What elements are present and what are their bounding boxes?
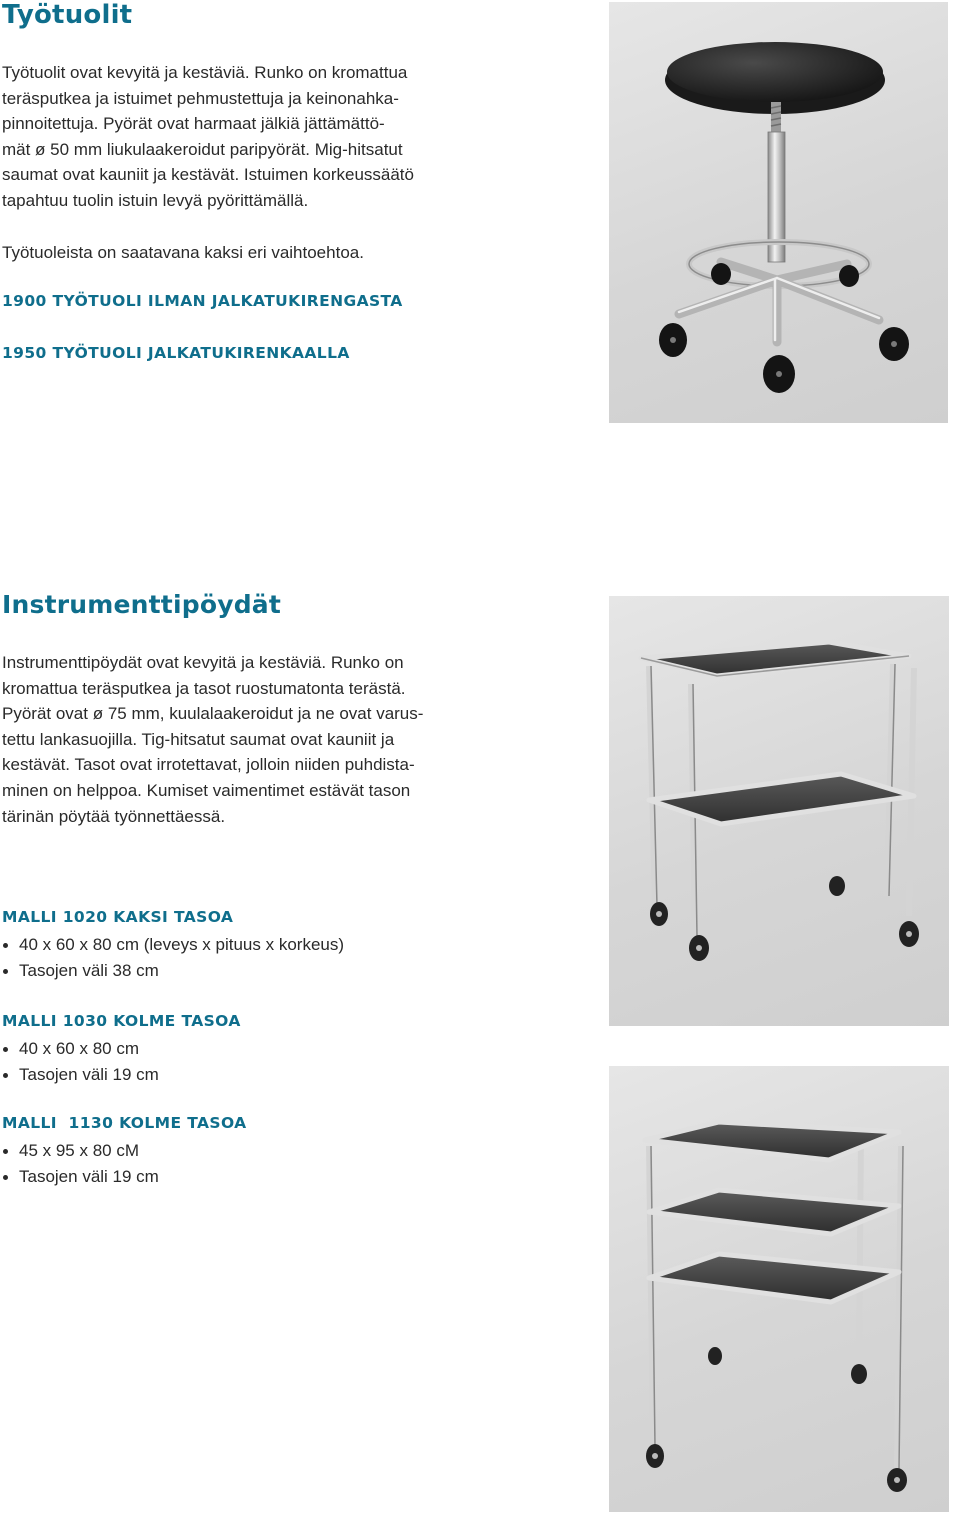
spec-item: 40 x 60 x 80 cm (leveys x pituus x korkeus) bbox=[2, 932, 344, 958]
tables-description-line: tettu lankasuojilla. Tig-hitsatut saumat ovat kauniit ja bbox=[2, 729, 395, 749]
model-1020-heading: MALLI 1020 KAKSI TASOA bbox=[2, 908, 234, 926]
stool-photo bbox=[609, 2, 948, 423]
stools-description bbox=[2, 60, 502, 214]
model-1900-heading: 1900 TYÖTUOLI ILMAN JALKATUKIRENGASTA bbox=[2, 292, 403, 310]
two-shelf-table-photo bbox=[609, 596, 949, 1026]
stools-description-line: pinnoitettuja. Pyörät ovat harmaat jälkiä jättämättö- bbox=[2, 114, 385, 134]
stools-description-line: mät ø 50 mm liukulaakeroidut paripyörät. Mig-hitsatut bbox=[2, 139, 403, 159]
tables-title: Instrumenttipöydät bbox=[2, 590, 282, 619]
stools-description-line: Työtuolit ovat kevyitä ja kestäviä. Runko on kromattua bbox=[2, 63, 408, 82]
stools-description-line: saumat ovat kauniit ja kestävät. Istuimen korkeussäätö bbox=[2, 165, 414, 185]
spec-item: 40 x 60 x 80 cm bbox=[2, 1036, 159, 1062]
tables-description bbox=[2, 650, 522, 829]
stools-title: Työtuolit bbox=[2, 0, 133, 30]
spec-item: Tasojen väli 38 cm bbox=[2, 958, 344, 984]
model-1030-heading: MALLI 1030 KOLME TASOA bbox=[2, 1012, 241, 1030]
stools-description-line: teräsputkea ja istuimet pehmustettuja ja keinonahka- bbox=[2, 88, 399, 108]
model-1020-specs bbox=[2, 932, 344, 984]
tables-description-line: Pyörät ovat ø 75 mm, kuulalaakeroidut ja ne ovat varus- bbox=[2, 704, 424, 724]
tables-description-line: Instrumenttipöydät ovat kevyitä ja kestäviä. Runko on bbox=[2, 653, 404, 672]
stools-options-text: Työtuoleista on saatavana kaksi eri vaihtoehtoa. bbox=[2, 243, 364, 262]
model-1950-heading: 1950 TYÖTUOLI JALKATUKIRENKAALLA bbox=[2, 344, 350, 362]
tables-description-line: tärinän pöytää työnnettäessä. bbox=[2, 806, 226, 826]
stools-description-line: tapahtuu tuolin istuin levyä pyörittämällä. bbox=[2, 190, 309, 210]
spec-item: Tasojen väli 19 cm bbox=[2, 1164, 159, 1190]
tables-description-line: kestävät. Tasot ovat irrotettavat, jolloin niiden puhdista- bbox=[2, 755, 415, 775]
spec-item: Tasojen väli 19 cm bbox=[2, 1062, 159, 1088]
tables-description-line: minen on helppoa. Kumiset vaimentimet estävät tason bbox=[2, 780, 411, 800]
model-1130-heading: MALLI 1130 KOLME TASOA bbox=[2, 1114, 247, 1132]
three-shelf-table-photo bbox=[609, 1066, 949, 1512]
spec-item: 45 x 95 x 80 cM bbox=[2, 1138, 159, 1164]
model-1030-specs bbox=[2, 1036, 159, 1088]
model-1130-specs bbox=[2, 1138, 159, 1190]
tables-description-line: kromattua teräsputkea ja tasot ruostumatonta terästä. bbox=[2, 678, 406, 698]
